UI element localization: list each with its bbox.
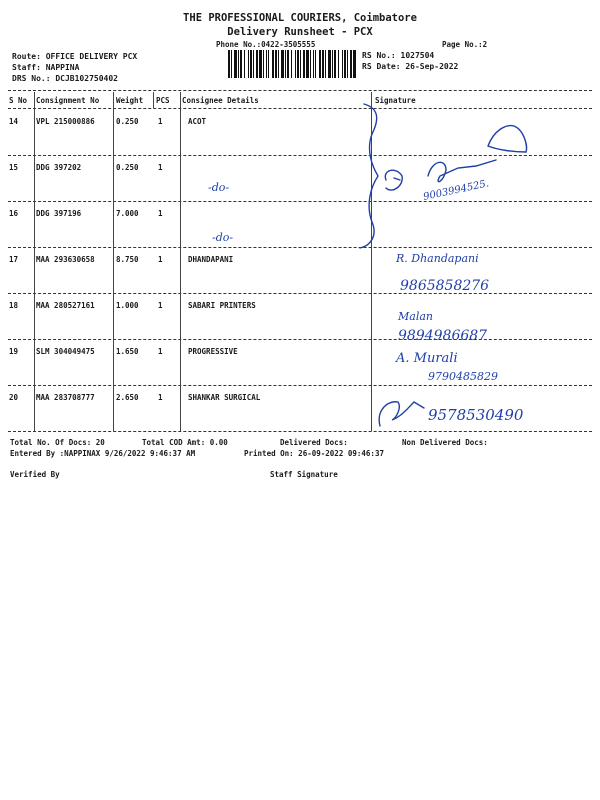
brace-mark <box>360 104 378 248</box>
row-pcs: 1 <box>158 347 163 356</box>
row-consignment: MAA 283708777 <box>36 393 95 402</box>
handwritten-phone: 9790485829 <box>428 370 498 383</box>
signature-scribble <box>379 402 424 426</box>
phone-number: Phone No.:0422-3505555 <box>216 40 316 49</box>
row-consignment: SLM 304049475 <box>36 347 95 356</box>
col-header-weight: Weight <box>116 96 144 105</box>
row-weight: 7.000 <box>116 209 139 218</box>
handwritten-phone: 9578530490 <box>428 406 524 424</box>
handwritten-name: R. Dhandapani <box>396 252 479 265</box>
handwritten-phone: 9894986687 <box>398 328 488 344</box>
rs-date: RS Date: 26-Sep-2022 <box>362 62 459 71</box>
row-consignment: VPL 215000886 <box>36 117 95 126</box>
signature-scribble <box>385 170 402 190</box>
col-header-consignee: Consignee Details <box>182 96 259 105</box>
page-number: Page No.:2 <box>442 40 488 49</box>
row-consignee: SHANKAR SURGICAL <box>188 393 261 402</box>
row-weight: 2.650 <box>116 393 139 402</box>
row-consignment: MAA 293630658 <box>36 255 95 264</box>
row-consignment: MAA 280527161 <box>36 301 95 310</box>
verified-by: Verified By <box>10 470 60 479</box>
ditto-mark: -do- <box>208 181 230 194</box>
entered-by: Entered By :NAPPINAX 9/26/2022 9:46:37 AM <box>10 449 196 458</box>
staff-label: Staff: NAPPINA <box>12 63 80 72</box>
staff-signature: Staff Signature <box>270 470 338 479</box>
row-pcs: 1 <box>158 255 163 264</box>
col-header-consignment: Consignment No <box>36 96 100 105</box>
route-label: Route: OFFICE DELIVERY PCX <box>12 52 138 61</box>
row-pcs: 1 <box>158 163 163 172</box>
col-header-signature: Signature <box>375 96 416 105</box>
signature-scribble <box>488 126 527 152</box>
company-title: THE PROFESSIONAL COURIERS, Coimbatore <box>183 12 417 24</box>
row-weight: 0.250 <box>116 163 139 172</box>
row-sno: 20 <box>9 393 19 402</box>
row-pcs: 1 <box>158 117 163 126</box>
row-weight: 1.000 <box>116 301 139 310</box>
row-sno: 16 <box>9 209 19 218</box>
printed-on: Printed On: 26-09-2022 09:46:37 <box>244 449 384 458</box>
total-cod: Total COD Amt: 0.00 <box>142 438 228 447</box>
row-sno: 14 <box>9 117 19 126</box>
handwritten-phone: 9865858276 <box>400 278 490 294</box>
row-weight: 0.250 <box>116 117 139 126</box>
row-consignment: DDG 397202 <box>36 163 82 172</box>
delivered-docs: Delivered Docs: <box>280 438 348 447</box>
row-sno: 17 <box>9 255 19 264</box>
row-weight: 1.650 <box>116 347 139 356</box>
row-weight: 8.750 <box>116 255 139 264</box>
total-docs: Total No. Of Docs: 20 <box>10 438 105 447</box>
document-title: Delivery Runsheet - PCX <box>227 26 373 38</box>
row-sno: 15 <box>9 163 19 172</box>
row-pcs: 1 <box>158 393 163 402</box>
row-consignment: DDG 397196 <box>36 209 82 218</box>
row-consignee: DHANDAPANI <box>188 255 234 264</box>
col-header-pcs: PCS <box>156 96 170 105</box>
handwritten-phone: 9003994525. <box>422 178 490 203</box>
drs-number: DRS No.: DCJB102750402 <box>12 74 118 83</box>
row-consignee: PROGRESSIVE <box>188 347 238 356</box>
row-consignee: ACOT <box>188 117 207 126</box>
row-consignee: SABARI PRINTERS <box>188 301 256 310</box>
handwritten-name: Malan <box>398 310 433 323</box>
row-sno: 19 <box>9 347 19 356</box>
ditto-mark: -do- <box>212 231 234 244</box>
col-header-sno: S No <box>9 96 28 105</box>
row-sno: 18 <box>9 301 19 310</box>
non-delivered-docs: Non Delivered Docs: <box>402 438 488 447</box>
handwritten-name: A. Murali <box>396 351 458 366</box>
rs-number: RS No.: 1027504 <box>362 51 435 60</box>
row-pcs: 1 <box>158 209 163 218</box>
row-pcs: 1 <box>158 301 163 310</box>
